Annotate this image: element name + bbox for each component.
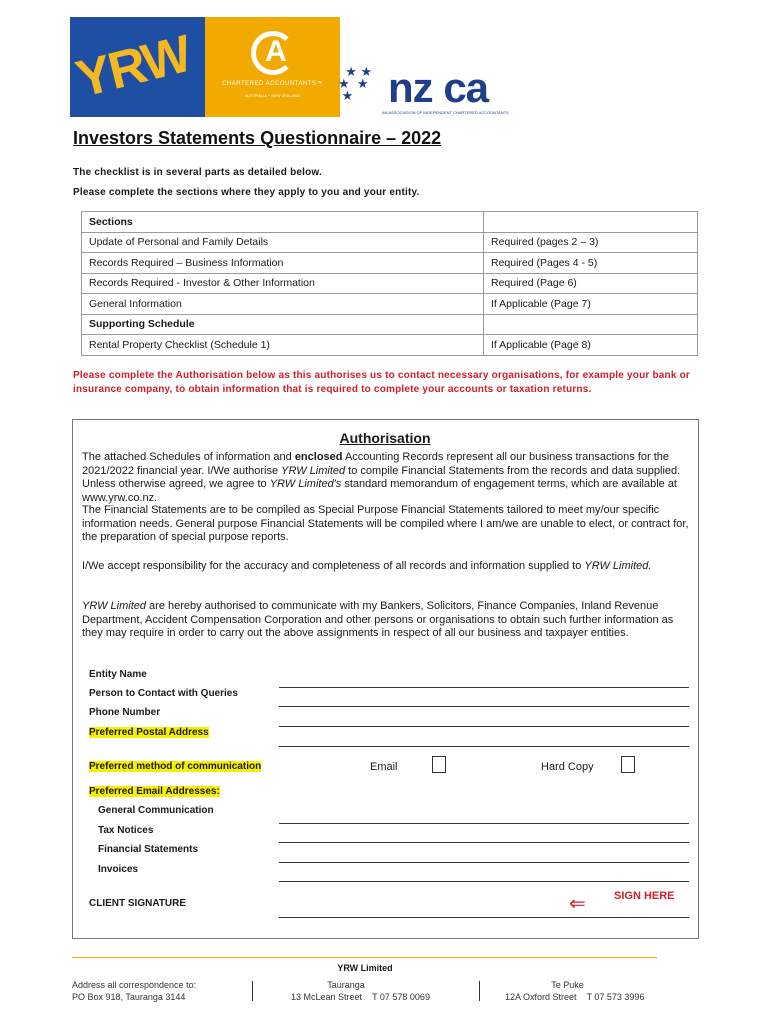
entity-name-label: Entity Name — [89, 669, 147, 680]
table-row — [82, 253, 698, 274]
table-row — [82, 294, 698, 315]
authorisation-paragraph-4: YRW Limited are hereby authorised to communicate with my Bankers, Solicitors, Finance Companies, Inland Revenue Department, Accident Compensation Corporation and other persons or organisations to obtain such further information as they may require in order to carry out the above assignments in respect of all our business and taxpayer entities. — [82, 600, 674, 639]
table-row — [82, 212, 698, 233]
sections-table — [81, 211, 698, 356]
authorisation-heading: Authorisation — [339, 430, 431, 446]
nzca-logo — [338, 60, 513, 120]
nzca-logo-tagline: AN ASSOCIATION OF INDEPENDENT CHARTERED ACCOUNTANTS — [382, 110, 509, 115]
section-name: Rental Property Checklist (Schedule 1) — [82, 335, 484, 356]
client-signature-field[interactable] — [279, 917, 689, 918]
nzca-logo-word: nz ca — [388, 64, 489, 111]
communication-method-label: Preferred method of communication — [89, 761, 262, 772]
tax-notices-label: Tax Notices — [98, 825, 154, 836]
page-title: Investors Statements Questionnaire – 2022 — [73, 128, 442, 148]
sign-here-label: SIGN HERE — [614, 890, 675, 902]
email-addresses-label: Preferred Email Addresses: — [89, 786, 220, 797]
authorisation-paragraph-2: The Financial Statements are to be compiled as Special Purpose Financial Statements tailored to meet my/our specific information needs. General purpose Financial Statements will be compiled where I am/we are unable to elect, or contract for, the preparation of special purpose reports. — [82, 504, 689, 543]
phone-number-label: Phone Number — [89, 707, 161, 718]
intro-line-1: The checklist is in several parts as detailed below. — [73, 167, 323, 178]
footer-tepuke: Te Puke 12A Oxford Street T 07 573 3996 — [505, 980, 645, 1002]
section-status: Required (Pages 4 - 5) — [484, 253, 698, 274]
section-status: If Applicable (Page 8) — [484, 335, 698, 356]
invoices-label: Invoices — [98, 864, 139, 875]
general-communication-label: General Communication — [98, 805, 214, 816]
hardcopy-option-label: Hard Copy — [541, 761, 594, 773]
postal-address-label: Preferred Postal Address — [89, 727, 209, 738]
general-communication-field[interactable] — [279, 823, 689, 824]
table-row — [82, 232, 698, 253]
table-row — [82, 314, 698, 335]
client-signature-label: CLIENT SIGNATURE — [89, 898, 187, 909]
ca-logo-line1: CHARTERED ACCOUNTANTS™ — [222, 81, 323, 87]
contact-person-field[interactable] — [279, 706, 689, 707]
email-option-label: Email — [370, 761, 398, 773]
tax-notices-field[interactable] — [279, 842, 689, 843]
section-name: Records Required - Investor & Other Information — [82, 273, 484, 294]
footer-company: YRW Limited — [337, 963, 393, 973]
financial-statements-field[interactable] — [279, 862, 689, 863]
stars-icon: ★ ★ ★ ★ ★ — [338, 64, 373, 103]
financial-statements-label: Financial Statements — [98, 844, 199, 855]
footer-tauranga: Tauranga 13 McLean Street T 07 578 0069 — [291, 980, 430, 1002]
hardcopy-checkbox[interactable] — [621, 756, 635, 773]
phone-number-field[interactable] — [279, 726, 689, 727]
postal-address-field[interactable] — [279, 746, 689, 747]
authorisation-paragraph-1: The attached Schedules of information and enclosed Accounting Records represent all our business transactions for the 2021/2022 financial year. I/We authorise YRW Limited to compile Financial Statements from the records and data supplied. Unless otherwise agreed, we agree to YRW Limited's standard memorandum of engagement terms, which are available at www.yrw.co.nz. — [82, 451, 681, 504]
section-status — [484, 212, 698, 233]
footer-divider — [72, 957, 657, 958]
left-arrow-icon: ⇐ — [569, 893, 586, 915]
footer-separator — [252, 981, 253, 1001]
section-name: General Information — [82, 294, 484, 315]
section-status: Required (pages 2 – 3) — [484, 232, 698, 253]
yrw-logo — [70, 17, 205, 117]
section-status: Required (Page 6) — [484, 273, 698, 294]
invoices-field[interactable] — [279, 881, 689, 882]
table-row — [82, 273, 698, 294]
section-name: Sections — [82, 212, 484, 233]
contact-person-label: Person to Contact with Queries — [89, 688, 238, 699]
intro-line-2: Please complete the sections where they apply to you and your entity. — [73, 187, 420, 198]
table-row — [82, 335, 698, 356]
ca-logo-line2: AUSTRALIA + NEW ZEALAND — [244, 93, 301, 98]
section-status: If Applicable (Page 7) — [484, 294, 698, 315]
section-name: Records Required – Business Information — [82, 253, 484, 274]
entity-name-field[interactable] — [279, 687, 689, 688]
authorisation-paragraph-3: I/We accept responsibility for the accuracy and completeness of all records and information supplied to YRW Limited. — [82, 560, 652, 572]
footer-address: Address all correspondence to: PO Box 918, Tauranga 3144 — [72, 980, 197, 1002]
section-name: Supporting Schedule — [82, 314, 484, 335]
section-status — [484, 314, 698, 335]
chartered-accountants-logo: A CHARTERED ACCOUNTANTS™ AUSTRALIA + NEW ZEALAND — [205, 17, 340, 117]
section-name: Update of Personal and Family Details — [82, 232, 484, 253]
email-checkbox[interactable] — [432, 756, 446, 773]
yrw-logo-text: YRW — [70, 25, 196, 109]
footer-separator — [479, 981, 480, 1001]
authorisation-note: Please complete the Authorisation below as this authorises us to contact necessary organisations, for example your bank or insurance company, to obtain information that is required to complete your accounts or taxation returns. — [73, 370, 690, 395]
